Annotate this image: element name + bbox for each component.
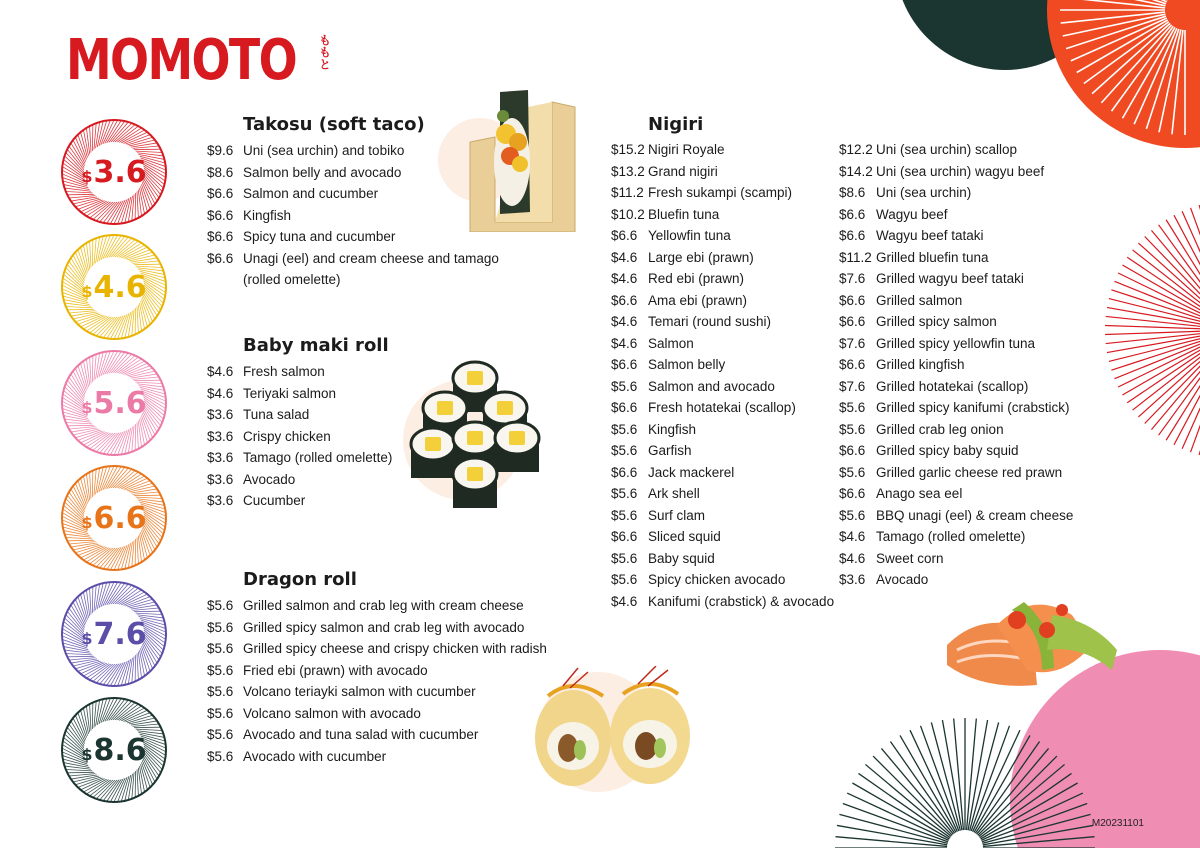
menu-item-price: $10.2 <box>611 206 645 222</box>
menu-item <box>611 268 834 290</box>
menu-item <box>207 490 392 512</box>
menu-item-name: Tamago (rolled omelette) <box>243 450 393 465</box>
menu-item <box>611 462 834 484</box>
price-badge <box>60 464 168 572</box>
menu-item <box>207 638 547 660</box>
menu-item-name: Volcano teriayki salmon with cucumber <box>243 684 476 699</box>
menu-item <box>839 440 1073 462</box>
menu-item-price: $4.6 <box>207 385 234 401</box>
document-code: M20231101 <box>1091 818 1144 829</box>
menu-item-name: Grilled spicy baby squid <box>876 443 1019 458</box>
badge-dollar: $ <box>81 281 93 301</box>
menu-item-price: $6.6 <box>611 228 638 243</box>
maki-filling <box>467 371 483 385</box>
menu-item-name: Spicy chicken avocado <box>648 572 786 587</box>
menu-item <box>839 548 1073 570</box>
badge-dollar: $ <box>81 166 93 186</box>
menu-item-name: Cucumber <box>243 493 306 508</box>
menu-item-price: $6.6 <box>207 186 234 201</box>
badge-price <box>60 233 168 341</box>
menu-item-price: $4.6 <box>611 314 638 329</box>
menu-item <box>611 591 834 613</box>
menu-item-name: Fresh sukampi (scampi) <box>648 185 793 200</box>
menu-item <box>207 426 392 448</box>
menu-item <box>839 354 1073 376</box>
badge-price <box>60 580 168 688</box>
menu-item <box>839 225 1073 247</box>
menu-item-name: Large ebi (prawn) <box>648 249 754 265</box>
badge-amount: 7.6 <box>93 616 147 652</box>
menu-item-price: $5.6 <box>207 641 234 656</box>
dragon-roll-image <box>528 666 698 796</box>
menu-item <box>611 354 834 376</box>
menu-item-name: Uni (sea urchin) and tobiko <box>243 143 405 158</box>
menu-item <box>839 483 1073 505</box>
menu-item-price: $5.6 <box>207 748 234 764</box>
menu-item-name: Uni (sea urchin) scallop <box>876 142 1018 157</box>
menu-item-name: Grilled wagyu beef tataki <box>876 271 1024 286</box>
menu-item-price: $9.6 <box>207 143 234 158</box>
menu-item <box>611 397 834 419</box>
badge-dollar: $ <box>81 512 93 532</box>
menu-item-name: Red ebi (prawn) <box>648 271 745 286</box>
menu-item-name: Grand nigiri <box>648 163 718 179</box>
menu-item <box>611 247 834 269</box>
menu-item-price: $5.6 <box>207 662 234 678</box>
menu-item <box>207 248 537 270</box>
menu-item-price: $6.6 <box>839 443 866 458</box>
menu-item <box>611 505 834 527</box>
menu-item-price: $3.6 <box>207 407 234 422</box>
section-title-takosu: Takosu (soft taco) <box>243 114 425 135</box>
menu-item-name: Sliced squid <box>648 529 721 544</box>
section-title-baby-maki: Baby maki roll <box>243 335 389 356</box>
menu-item-price: $5.6 <box>207 598 234 613</box>
section-title-nigiri: Nigiri <box>648 114 704 135</box>
menu-item-price: $5.6 <box>839 421 866 437</box>
badge-amount: 8.6 <box>93 732 147 768</box>
menu-item-name: Bluefin tuna <box>648 206 720 222</box>
menu-item <box>839 462 1073 484</box>
menu-item-price: $5.6 <box>839 400 866 415</box>
menu-item-name: Garfish <box>648 443 692 458</box>
menu-item-name: Grilled garlic cheese red prawn <box>876 464 1063 480</box>
menu-item <box>611 376 834 398</box>
badge-amount: 4.6 <box>93 269 147 305</box>
menu-item <box>611 333 834 355</box>
menu-item <box>839 376 1073 398</box>
menu-item <box>207 383 392 405</box>
menu-item-price: $3.6 <box>839 572 866 587</box>
menu-item <box>611 526 834 548</box>
badge-price <box>60 118 168 226</box>
menu-item <box>839 569 1073 591</box>
menu-item <box>611 419 834 441</box>
decorative-ray <box>1105 331 1200 335</box>
menu-item-name: Tuna salad <box>243 407 310 422</box>
badge-dollar: $ <box>81 744 93 764</box>
menu-item-price: $14.2 <box>839 163 873 179</box>
menu-item-name: Jack mackerel <box>648 464 735 480</box>
menu-item-name: Nigiri Royale <box>648 142 725 157</box>
menu-item-name: Avocado and tuna salad with cucumber <box>243 727 479 742</box>
takosu-image <box>440 82 580 232</box>
brand-logo <box>66 30 333 92</box>
menu-item <box>207 660 547 682</box>
badge-dollar: $ <box>81 397 93 417</box>
menu-item-price: $8.6 <box>839 185 866 200</box>
menu-item-price: $8.6 <box>207 164 234 180</box>
menu-item <box>611 440 834 462</box>
menu-item <box>839 268 1073 290</box>
menu-item-name: Grilled kingfish <box>876 357 965 372</box>
salmon-nigiri-image <box>942 590 1122 700</box>
menu-item <box>839 139 1073 161</box>
menu-item-name: Unagi (eel) and cream cheese and tamago <box>243 250 499 266</box>
menu-item-price: $5.6 <box>611 486 638 501</box>
menu-item <box>839 161 1073 183</box>
menu-item-price: $6.6 <box>839 314 866 329</box>
menu-item-name: Uni (sea urchin) <box>876 185 972 200</box>
menu-item-name: Grilled crab leg onion <box>876 421 1004 437</box>
menu-item <box>611 311 834 333</box>
menu-item <box>611 161 834 183</box>
menu-item-name: Fresh hotatekai (scallop) <box>648 400 796 415</box>
menu-item-name: Fresh salmon <box>243 364 325 379</box>
menu-item-name: Surf clam <box>648 507 706 523</box>
menu-item-price: $3.6 <box>207 471 234 487</box>
menu-item-price: $5.6 <box>839 464 866 480</box>
price-badge <box>60 349 168 457</box>
menu-item <box>207 404 392 426</box>
menu-item-name: Avocado with cucumber <box>243 748 387 764</box>
menu-item-name: Fried ebi (prawn) with avocado <box>243 662 428 678</box>
menu-item-name: Grilled spicy kanifumi (crabstick) <box>876 400 1070 415</box>
menu-item-name: Ama ebi (prawn) <box>648 292 748 308</box>
maki-filling <box>509 431 525 445</box>
menu-item-price: $4.6 <box>839 550 866 566</box>
menu-item <box>611 182 834 204</box>
menu-item <box>839 419 1073 441</box>
menu-item-name: Crispy chicken <box>243 428 331 444</box>
menu-list-baby-maki <box>207 361 392 512</box>
menu-item-name: Avocado <box>876 572 929 587</box>
price-badge <box>60 696 168 804</box>
menu-item-name: Kingfish <box>243 207 292 223</box>
menu-item-price: $5.6 <box>611 443 638 458</box>
menu-item-price: $5.6 <box>611 572 638 587</box>
brand-name: MOMOTO <box>66 28 296 93</box>
menu-item-price: $12.2 <box>839 142 873 157</box>
menu-item-price: $4.6 <box>611 271 638 286</box>
menu-item-price: $6.6 <box>207 229 234 244</box>
menu-item-price: $3.6 <box>207 428 234 444</box>
menu-item-name: BBQ unagi (eel) & cream cheese <box>876 507 1074 523</box>
badge-price <box>60 696 168 804</box>
menu-item-price: $6.6 <box>839 228 866 243</box>
menu-item-name: Grilled spicy yellowfin tuna <box>876 335 1036 351</box>
menu-item-price: $4.6 <box>611 593 638 609</box>
menu-item-name: Salmon <box>648 335 694 351</box>
menu-item-price: $3.6 <box>207 450 234 465</box>
menu-item-name: Teriyaki salmon <box>243 385 337 401</box>
menu-item-price: $5.6 <box>611 378 638 394</box>
menu-item <box>207 746 547 768</box>
menu-item-name: Grilled spicy salmon and crab leg with avocado <box>243 619 525 635</box>
menu-item-name: Kanifumi (crabstick) & avocado <box>648 593 835 609</box>
menu-item-name: Grilled hotatekai (scallop) <box>876 378 1029 394</box>
menu-item-price: $6.6 <box>839 292 866 308</box>
menu-item-price: $6.6 <box>611 464 638 480</box>
menu-item <box>611 225 834 247</box>
menu-item <box>839 290 1073 312</box>
menu-item-price: $6.6 <box>839 206 866 222</box>
price-badge <box>60 580 168 688</box>
menu-item-name: Anago sea eel <box>876 486 963 501</box>
menu-item <box>839 505 1073 527</box>
menu-item-price: $7.6 <box>839 378 866 394</box>
menu-item <box>839 397 1073 419</box>
menu-item-price: $5.6 <box>207 619 234 635</box>
menu-list-nigiri-col2 <box>839 139 1073 591</box>
menu-item <box>207 447 392 469</box>
menu-item-name: Salmon and avocado <box>648 378 775 394</box>
menu-item-price: $15.2 <box>611 142 645 157</box>
menu-item-price: $4.6 <box>611 249 638 265</box>
menu-item-name: Wagyu beef tataki <box>876 228 984 243</box>
menu-item-price: $6.6 <box>611 357 638 372</box>
menu-item-name: Tamago (rolled omelette) <box>876 529 1026 544</box>
menu-item-price: $11.2 <box>611 185 644 200</box>
menu-item-name: Yellowfin tuna <box>648 228 731 243</box>
section-title-dragon: Dragon roll <box>243 569 357 590</box>
menu-item-price: $6.6 <box>839 357 866 372</box>
menu-item-price: $13.2 <box>611 163 645 179</box>
decorative-ray <box>859 773 951 837</box>
menu-item <box>611 139 834 161</box>
menu-item <box>839 247 1073 269</box>
menu-item-price: $11.2 <box>839 249 872 265</box>
menu-item-price: $5.6 <box>207 684 234 699</box>
badge-price <box>60 464 168 572</box>
menu-item-name: Salmon belly <box>648 357 726 372</box>
menu-item <box>839 333 1073 355</box>
menu-item-name: Uni (sea urchin) wagyu beef <box>876 163 1045 179</box>
menu-item <box>839 526 1073 548</box>
maki-filling <box>467 431 483 445</box>
menu-item-name: (rolled omelette) <box>243 272 341 287</box>
menu-item <box>611 569 834 591</box>
maki-filling <box>425 437 441 451</box>
menu-item-price: $4.6 <box>611 335 638 351</box>
menu-item <box>839 182 1073 204</box>
menu-item-price: $6.6 <box>207 207 234 223</box>
badge-amount: 5.6 <box>93 385 147 421</box>
menu-item-price: $5.6 <box>611 421 638 437</box>
menu-item <box>207 595 547 617</box>
menu-item <box>611 290 834 312</box>
menu-item-name: Volcano salmon with avocado <box>243 705 421 721</box>
menu-item <box>207 703 547 725</box>
menu-item-price: $6.6 <box>611 529 638 544</box>
menu-item-price: $4.6 <box>839 529 866 544</box>
maki-filling <box>437 401 453 415</box>
menu-item-price: $4.6 <box>207 364 234 379</box>
menu-item-name: Temari (round sushi) <box>648 314 772 329</box>
menu-item-name: Baby squid <box>648 550 715 566</box>
menu-item <box>207 681 547 703</box>
menu-item-name: Salmon and cucumber <box>243 186 379 201</box>
menu-item-price: $5.6 <box>207 727 234 742</box>
menu-item <box>207 361 392 383</box>
menu-item-price: $7.6 <box>839 335 866 351</box>
decorative-ray <box>890 742 954 834</box>
brand-jp: ももと <box>317 34 332 70</box>
menu-item-name: Grilled spicy salmon <box>876 314 997 329</box>
menu-item-price: $5.6 <box>207 705 234 721</box>
menu-item <box>207 269 537 291</box>
menu-item-name: Avocado <box>243 471 296 487</box>
badge-dollar: $ <box>81 628 93 648</box>
menu-item-name: Kingfish <box>648 421 697 437</box>
menu-list-dragon <box>207 595 547 767</box>
menu-item-price: $6.6 <box>611 400 638 415</box>
menu-item-name: Spicy tuna and cucumber <box>243 229 396 244</box>
menu-item <box>611 204 834 226</box>
menu-item-name: Grilled bluefin tuna <box>876 249 989 265</box>
maki-filling <box>467 467 483 481</box>
menu-item-name: Grilled spicy cheese and crispy chicken with radish <box>243 641 547 656</box>
menu-list-nigiri-col1 <box>611 139 834 612</box>
menu-item-name: Sweet corn <box>876 550 944 566</box>
maki-filling <box>497 401 513 415</box>
menu-item <box>839 204 1073 226</box>
menu-item-price: $6.6 <box>207 250 234 266</box>
badge-amount: 3.6 <box>93 154 147 190</box>
menu-item-price <box>207 269 243 291</box>
menu-item-name: Wagyu beef <box>876 206 948 222</box>
menu-item-price: $7.6 <box>839 271 866 286</box>
menu-item <box>207 617 547 639</box>
menu-item-price: $5.6 <box>611 507 638 523</box>
menu-item <box>207 724 547 746</box>
menu-item-price: $6.6 <box>611 292 638 308</box>
menu-item <box>207 469 392 491</box>
menu-item <box>839 311 1073 333</box>
menu-item-name: Grilled salmon and crab leg with cream cheese <box>243 598 524 613</box>
menu-item-price: $5.6 <box>839 507 866 523</box>
menu-item-price: $6.6 <box>839 486 866 501</box>
menu-item-name: Salmon belly and avocado <box>243 164 402 180</box>
menu-item <box>611 483 834 505</box>
badge-price <box>60 349 168 457</box>
decorative-ray <box>1105 325 1200 329</box>
menu-item-price: $5.6 <box>611 550 638 566</box>
menu-item-name: Ark shell <box>648 486 700 501</box>
badge-amount: 6.6 <box>93 500 147 536</box>
menu-item <box>611 548 834 570</box>
price-badge <box>60 118 168 226</box>
menu-item-price: $3.6 <box>207 493 234 508</box>
baby-maki-image <box>405 356 565 516</box>
menu-item-name: Grilled salmon <box>876 292 963 308</box>
price-badge <box>60 233 168 341</box>
